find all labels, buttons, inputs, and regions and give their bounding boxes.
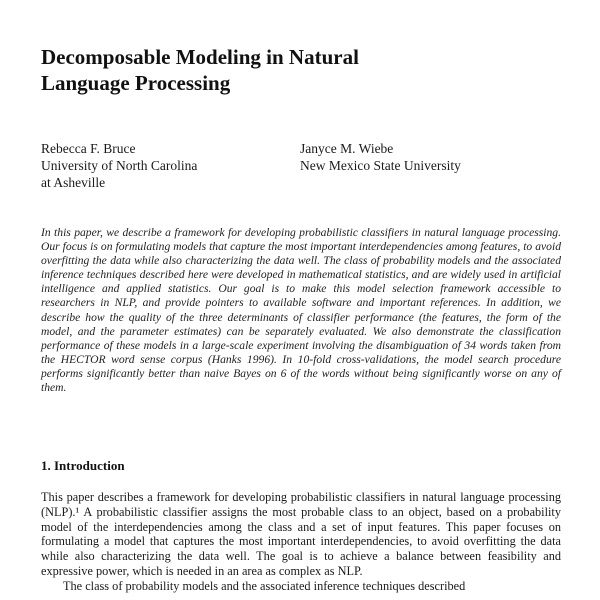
section-body	[41, 490, 561, 594]
section-heading: 1. Introduction	[41, 458, 125, 473]
author-affiliation: New Mexico State University	[300, 158, 461, 173]
body-paragraph: This paper describes a framework for developing probabilistic classifiers in natural language processing (NLP).¹ A probabilistic classifier assigns the most probable class to an object, based on a probability model of the interdependencies among the class and a set of input features. This paper focuses on formulating a model that captures the most important interdependencies, to avoid overfitting the data while also characterizing the data well. The goal is to achieve a balance between feasibility and expressive power, which is needed in an area as complex as NLP.	[41, 490, 561, 578]
author-affiliation-cont: at Asheville	[41, 175, 106, 190]
author-name: Janyce M. Wiebe	[300, 141, 394, 156]
abstract: In this paper, we describe a framework for developing probabilistic classifiers in natural language processing. Our focus is on formulating models that capture the most important interdependencies among features, to avoid overfitting the data while also characterizing the data well. The class of probability models and the associated inference techniques described here were developed in mathematical statistics, and are widely used in artificial intelligence and applied statistics. Our goal is to make this model selection framework accessible to researchers in NLP, and provide pointers to available software and important references. In addition, we describe how the quality of the three determinants of classifier performance (the features, the form of the model, and the parameter estimates) can be separately evaluated. We also demonstrate the classification performance of these models in a large-scale experiment involving the disambiguation of 34 words taken from the HECTOR word sense corpus (Hanks 1996). In 10-fold cross-validations, the model search procedure performs significantly better than naive Bayes on 6 of the words without being significantly worse on any of them.	[41, 226, 561, 395]
author-name: Rebecca F. Bruce	[41, 141, 136, 156]
author-block-1	[41, 140, 261, 191]
paper-title: Decomposable Modeling in Natural Language Processing	[41, 45, 359, 95]
body-paragraph: The class of probability models and the associated inference techniques described	[63, 578, 466, 593]
author-block-2	[300, 140, 560, 174]
author-affiliation: University of North Carolina	[41, 158, 198, 173]
